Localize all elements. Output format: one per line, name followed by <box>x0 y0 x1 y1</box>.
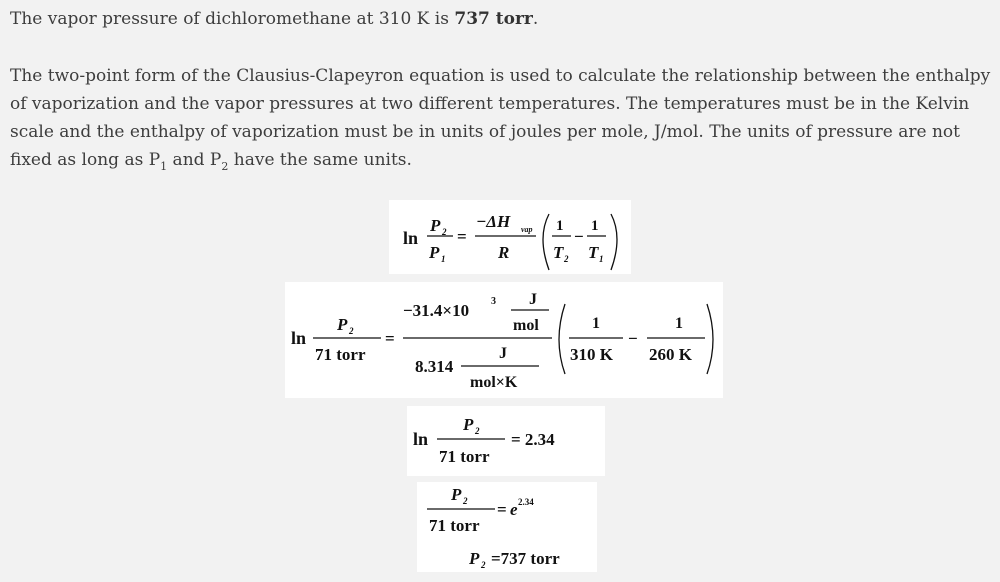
p2-sub: 2 <box>349 326 354 336</box>
minus-sign: − <box>574 227 584 246</box>
ln-label: ln <box>413 429 429 449</box>
euler-e: e <box>510 500 518 519</box>
joule-unit: J <box>499 345 507 362</box>
t1-sub: 1 <box>599 254 604 264</box>
numerator-one: 1 <box>556 218 564 234</box>
right-paren <box>611 214 617 270</box>
left-paren <box>543 214 549 270</box>
log-value: = 2.34 <box>511 430 555 449</box>
t2-symbol: T <box>553 243 564 262</box>
p2-sub: 2 <box>463 496 468 506</box>
explanation-paragraph <box>10 62 1000 176</box>
gas-constant-value: 8.314 <box>415 357 454 376</box>
result-statement <box>10 5 1000 33</box>
ln-label: ln <box>291 328 307 348</box>
equation-final-pressure <box>417 482 597 572</box>
right-paren <box>707 304 713 374</box>
equals-sign: = <box>457 227 467 246</box>
left-paren <box>559 304 565 374</box>
p2-symbol: P <box>430 216 441 235</box>
p2-symbol: P <box>469 549 480 568</box>
vap-subscript: vap <box>521 225 533 234</box>
numerator-one: 1 <box>591 218 599 234</box>
joule-unit: J <box>529 291 537 308</box>
p1-sub: 1 <box>441 254 446 264</box>
result-end: . <box>532 9 539 29</box>
p2-sub: 2 <box>475 426 480 436</box>
e-exponent: 2.34 <box>518 497 534 507</box>
pressure-71-torr: 71 torr <box>315 345 366 364</box>
explanation-text-3: have the same units. <box>228 150 412 170</box>
p2-symbol: P <box>463 415 474 434</box>
equation-clausius-clapeyron <box>389 200 631 274</box>
result-text: The vapor pressure of dichloromethane at 310 K is <box>10 9 449 29</box>
explanation-text-1: The two-point form of the Clausius-Clapeyron equation is used to calculate the relationship between the enthalpy of vaporization and the vapor pressures at two different temperatures. The temperatures must be in the Kelvin scale and the enthalpy of vaporization must be in units of joules per mole, J/mol. The units of pressure are not fixed as long as P <box>10 66 991 170</box>
p1-symbol: P <box>429 243 440 262</box>
equation-log-result <box>407 406 605 476</box>
temp-260k: 260 K <box>649 345 692 364</box>
ln-label: ln <box>403 228 419 248</box>
enthalpy-value: −31.4×10 <box>403 301 470 320</box>
mol-unit: mol <box>513 317 539 334</box>
t2-sub: 2 <box>564 254 569 264</box>
minus-sign: − <box>628 329 638 348</box>
gas-constant: R <box>498 243 510 262</box>
pressure-71-torr: 71 torr <box>429 516 480 535</box>
p2-subscript: 2 <box>221 160 229 173</box>
p2-sub: 2 <box>442 227 447 237</box>
p2-sub: 2 <box>481 560 486 570</box>
t1-symbol: T <box>588 243 599 262</box>
p1-subscript: 1 <box>160 160 168 173</box>
exponent: 3 <box>491 296 496 307</box>
final-pressure: =737 torr <box>491 549 560 568</box>
numerator-one: 1 <box>675 315 683 332</box>
equation-substituted <box>285 282 723 398</box>
p2-symbol: P <box>451 485 462 504</box>
equals-sign: = <box>385 329 395 348</box>
numerator-one: 1 <box>592 315 600 332</box>
p2-symbol: P <box>337 315 348 334</box>
result-value: 737 torr <box>454 9 533 29</box>
pressure-71-torr: 71 torr <box>439 447 490 466</box>
explanation-text-2: and P <box>167 150 222 170</box>
temp-310k: 310 K <box>570 345 613 364</box>
mol-kelvin-unit: mol×K <box>470 374 518 391</box>
equals-sign: = <box>497 500 507 519</box>
enthalpy-symbol: −ΔH <box>476 212 511 231</box>
